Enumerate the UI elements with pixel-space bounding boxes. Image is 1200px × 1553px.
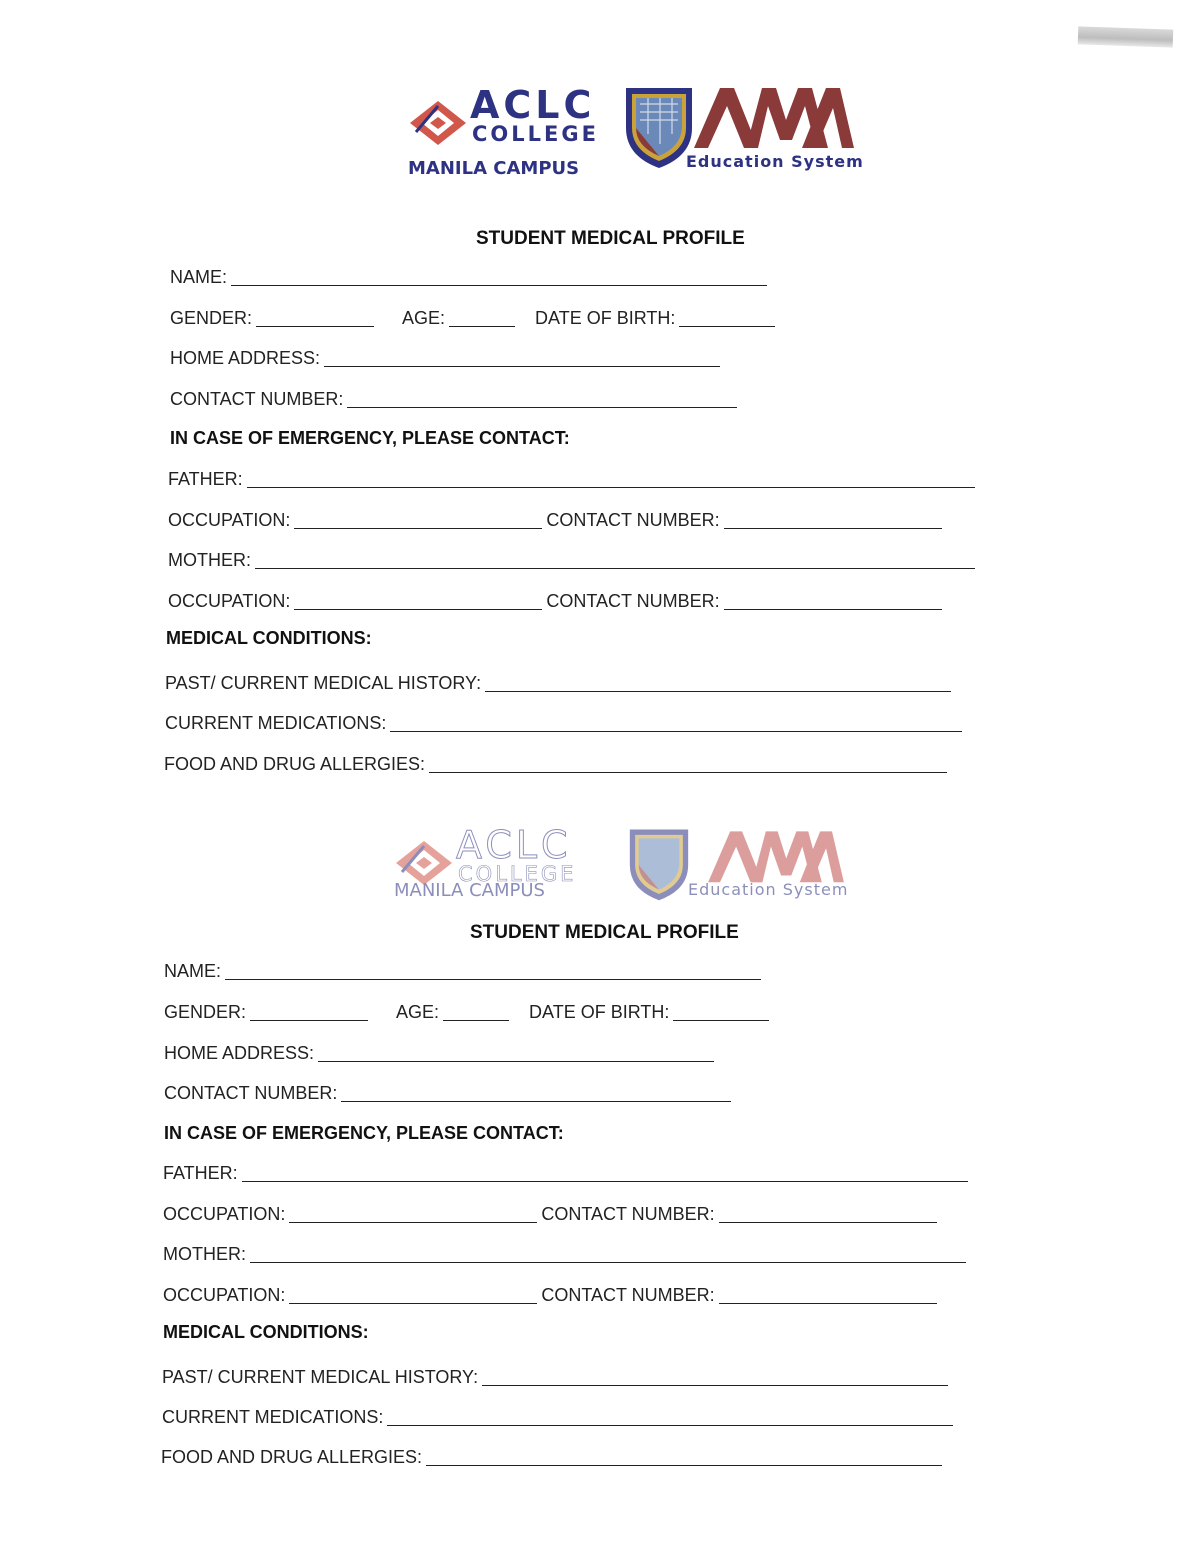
medications-field[interactable] (387, 1407, 953, 1426)
gender-label: GENDER: (164, 1002, 247, 1022)
allergies-label: FOOD AND DRUG ALLERGIES: (161, 1447, 423, 1467)
address-row (164, 1040, 714, 1064)
medications-row (162, 1404, 953, 1428)
ama-shield-icon (622, 84, 696, 170)
aclc-logo (408, 83, 608, 186)
history-label: PAST/ CURRENT MEDICAL HISTORY: (162, 1367, 479, 1387)
emergency-heading: IN CASE OF EMERGENCY, PLEASE CONTACT: (164, 1123, 564, 1143)
ama-logo (622, 84, 862, 184)
aclc-subtitle: COLLEGE (472, 122, 599, 146)
dob-field[interactable] (673, 1002, 769, 1021)
history-row (162, 1364, 948, 1388)
aclc-campus: MANILA CAMPUS (394, 880, 545, 901)
mother-field[interactable] (250, 1244, 966, 1263)
history-row (165, 670, 951, 694)
aclc-title: ACLC (470, 83, 596, 127)
ama-wordmark (696, 828, 856, 884)
ama-shield-icon (622, 826, 696, 902)
mother-occupation-row (168, 588, 942, 612)
father-contact-field[interactable] (719, 1204, 937, 1223)
medications-label: CURRENT MEDICATIONS: (162, 1407, 384, 1427)
mother-row (168, 547, 975, 571)
medications-label: CURRENT MEDICATIONS: (165, 713, 387, 733)
allergies-row (164, 751, 947, 775)
gender-field[interactable] (256, 308, 374, 327)
mother-contact-field[interactable] (724, 591, 942, 610)
address-row (170, 345, 720, 369)
father-contact-field[interactable] (724, 510, 942, 529)
father-occupation-row (168, 507, 942, 531)
contact-field[interactable] (347, 389, 737, 408)
mother-occupation-row (163, 1282, 937, 1306)
ama-tagline: Education System (686, 152, 864, 171)
age-field[interactable] (443, 1002, 509, 1021)
mother-label: MOTHER: (163, 1244, 246, 1264)
occupation-label: OCCUPATION: (168, 591, 291, 611)
father-occupation-field[interactable] (289, 1204, 537, 1223)
mother-occupation-field[interactable] (289, 1285, 537, 1304)
medical-heading: MEDICAL CONDITIONS: (166, 628, 372, 648)
name-row (170, 264, 767, 288)
aclc-title: ACLC (456, 823, 572, 867)
address-label: HOME ADDRESS: (164, 1043, 315, 1063)
address-label: HOME ADDRESS: (170, 348, 321, 368)
medications-field[interactable] (390, 713, 962, 732)
father-label: FATHER: (163, 1163, 238, 1183)
father-row (163, 1160, 968, 1184)
aclc-campus: MANILA CAMPUS (408, 158, 580, 179)
age-field[interactable] (449, 308, 515, 327)
mother-label: MOTHER: (168, 550, 251, 570)
address-field[interactable] (318, 1043, 714, 1062)
dob-label: DATE OF BIRTH: (529, 1002, 670, 1022)
scan-smudge (1078, 26, 1174, 47)
name-label: NAME: (164, 961, 222, 981)
contact-number-label: CONTACT NUMBER: (541, 1285, 715, 1305)
aclc-subtitle: COLLEGE (458, 862, 577, 886)
allergies-field[interactable] (429, 754, 947, 773)
gender-age-dob-row (164, 999, 769, 1023)
contact-row (170, 386, 737, 410)
form-title: STUDENT MEDICAL PROFILE (470, 922, 739, 943)
mother-occupation-field[interactable] (294, 591, 542, 610)
contact-number-label: CONTACT NUMBER: (546, 510, 720, 530)
dob-field[interactable] (679, 308, 775, 327)
mother-field[interactable] (255, 550, 975, 569)
contact-row (164, 1080, 731, 1104)
ama-tagline: Education System (688, 880, 849, 899)
contact-number-label: CONTACT NUMBER: (541, 1204, 715, 1224)
contact-number-label: CONTACT NUMBER: (546, 591, 720, 611)
father-occupation-row (163, 1201, 937, 1225)
mother-row (163, 1241, 966, 1265)
name-row (164, 958, 761, 982)
dob-label: DATE OF BIRTH: (535, 308, 676, 328)
occupation-label: OCCUPATION: (168, 510, 291, 530)
father-field[interactable] (247, 469, 975, 488)
contact-label: CONTACT NUMBER: (164, 1083, 338, 1103)
gender-field[interactable] (250, 1002, 368, 1021)
address-field[interactable] (324, 348, 720, 367)
gender-age-dob-row (170, 305, 775, 329)
history-field[interactable] (485, 673, 951, 692)
allergies-row (161, 1444, 942, 1468)
father-occupation-field[interactable] (294, 510, 542, 529)
father-row (168, 466, 975, 490)
history-field[interactable] (482, 1367, 948, 1386)
father-field[interactable] (242, 1163, 968, 1182)
ama-logo (622, 826, 872, 926)
allergies-label: FOOD AND DRUG ALLERGIES: (164, 754, 426, 774)
name-label: NAME: (170, 267, 228, 287)
gender-label: GENDER: (170, 308, 253, 328)
age-label: AGE: (402, 308, 446, 328)
contact-label: CONTACT NUMBER: (170, 389, 344, 409)
occupation-label: OCCUPATION: (163, 1285, 286, 1305)
medical-heading: MEDICAL CONDITIONS: (163, 1322, 369, 1342)
ama-wordmark (694, 84, 854, 150)
allergies-field[interactable] (426, 1447, 942, 1466)
contact-field[interactable] (341, 1083, 731, 1102)
name-field[interactable] (225, 961, 761, 980)
occupation-label: OCCUPATION: (163, 1204, 286, 1224)
medications-row (165, 710, 962, 734)
history-label: PAST/ CURRENT MEDICAL HISTORY: (165, 673, 482, 693)
emergency-heading: IN CASE OF EMERGENCY, PLEASE CONTACT: (170, 428, 570, 448)
form-title: STUDENT MEDICAL PROFILE (476, 228, 745, 249)
aclc-diamond-icon (408, 98, 468, 148)
aclc-logo (394, 823, 594, 926)
father-label: FATHER: (168, 469, 243, 489)
mother-contact-field[interactable] (719, 1285, 937, 1304)
name-field[interactable] (231, 267, 767, 286)
age-label: AGE: (396, 1002, 440, 1022)
